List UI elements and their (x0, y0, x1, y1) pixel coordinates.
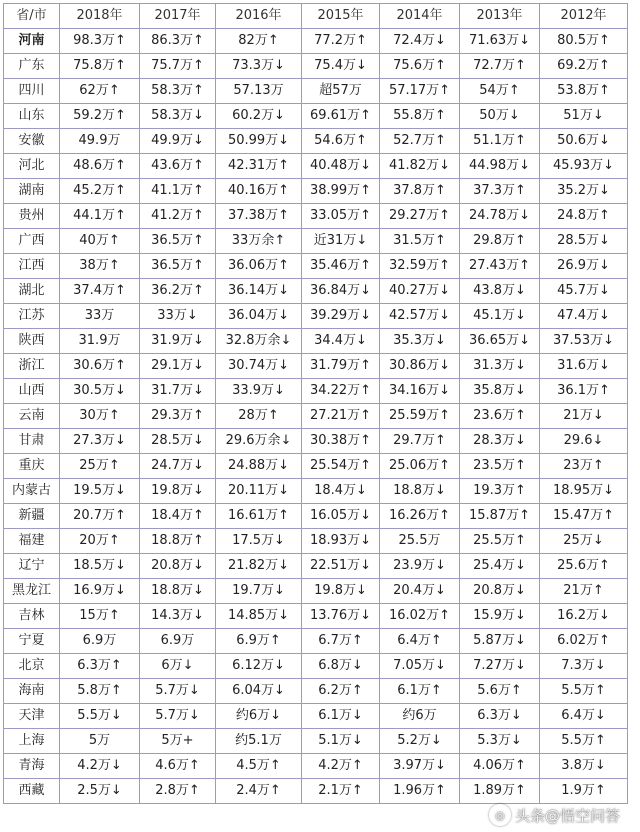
province-cell: 西藏 (4, 779, 60, 804)
applicant-count-cell: 19.8万↓ (302, 579, 380, 604)
applicant-count-cell: 71.63万↓ (460, 29, 540, 54)
province-cell: 山西 (4, 379, 60, 404)
applicant-count-cell: 55.8万↑ (380, 104, 460, 129)
applicant-count-cell: 19.7万↓ (216, 579, 302, 604)
applicant-count-cell: 36.14万↓ (216, 279, 302, 304)
applicant-count-cell: 58.3万↑ (140, 79, 216, 104)
table-row (4, 254, 628, 279)
applicant-count-cell: 37.53万↓ (540, 329, 628, 354)
applicant-count-cell: 15.47万↑ (540, 504, 628, 529)
applicant-count-cell: 37.38万↑ (216, 204, 302, 229)
applicant-count-cell: 18.93万↓ (302, 529, 380, 554)
table-row (4, 429, 628, 454)
applicant-count-cell: 29.7万↑ (380, 429, 460, 454)
applicant-count-cell: 5.87万↓ (460, 629, 540, 654)
applicant-count-cell: 53.8万↑ (540, 79, 628, 104)
table-row (4, 454, 628, 479)
applicant-count-cell: 37.3万↑ (460, 179, 540, 204)
applicant-count-cell: 69.2万↑ (540, 54, 628, 79)
applicant-count-cell: 20.7万↑ (60, 504, 140, 529)
applicant-count-cell: 1.9万↑ (540, 779, 628, 804)
applicant-count-cell: 4.06万↑ (460, 754, 540, 779)
applicant-count-cell: 6.3万↑ (60, 654, 140, 679)
applicant-count-cell: 4.5万↑ (216, 754, 302, 779)
applicant-count-cell: 18.4万↓ (302, 479, 380, 504)
applicant-count-cell: 21万↑ (540, 579, 628, 604)
applicant-count-cell: 45.93万↓ (540, 154, 628, 179)
applicant-count-cell: 33万余↑ (216, 229, 302, 254)
applicant-count-cell: 98.3万↑ (60, 29, 140, 54)
applicant-count-cell: 32.8万余↓ (216, 329, 302, 354)
applicant-count-cell: 37.8万↑ (380, 179, 460, 204)
applicant-count-cell: 6.7万↑ (302, 629, 380, 654)
applicant-count-cell: 24.7万↓ (140, 454, 216, 479)
header-year: 2012年 (540, 4, 628, 29)
applicant-count-cell: 23.9万↓ (380, 554, 460, 579)
province-cell: 黑龙江 (4, 579, 60, 604)
header-year: 2014年 (380, 4, 460, 29)
applicant-count-cell: 72.7万↑ (460, 54, 540, 79)
applicant-count-cell: 38万↑ (60, 254, 140, 279)
applicant-count-cell: 6.1万↓ (302, 704, 380, 729)
watermark (489, 804, 620, 826)
applicant-count-cell: 47.4万↓ (540, 304, 628, 329)
applicant-count-cell: 7.3万↓ (540, 654, 628, 679)
applicant-count-cell: 30.6万↑ (60, 354, 140, 379)
applicant-count-cell: 30.38万↑ (302, 429, 380, 454)
province-cell: 湖南 (4, 179, 60, 204)
province-cell: 新疆 (4, 504, 60, 529)
applicant-count-cell: 36.04万↓ (216, 304, 302, 329)
province-cell: 浙江 (4, 354, 60, 379)
table-row (4, 629, 628, 654)
applicant-count-cell: 20.11万↓ (216, 479, 302, 504)
applicant-count-cell: 38.99万↑ (302, 179, 380, 204)
applicant-count-cell: 18.5万↓ (60, 554, 140, 579)
applicant-count-cell: 36.1万↑ (540, 379, 628, 404)
applicant-count-cell: 41.1万↑ (140, 179, 216, 204)
applicant-count-cell: 6.8万↓ (302, 654, 380, 679)
applicant-count-cell: 6.9万 (140, 629, 216, 654)
applicant-count-cell: 30.5万↓ (60, 379, 140, 404)
applicant-count-cell: 5.7万↓ (140, 704, 216, 729)
applicant-count-cell: 2.1万↑ (302, 779, 380, 804)
applicant-count-cell: 24.88万↓ (216, 454, 302, 479)
applicant-count-cell: 31.5万↑ (380, 229, 460, 254)
applicant-count-cell: 4.6万↑ (140, 754, 216, 779)
province-cell: 北京 (4, 654, 60, 679)
applicant-count-cell: 75.6万↑ (380, 54, 460, 79)
applicant-count-cell: 42.57万↓ (380, 304, 460, 329)
applicant-count-cell: 54万↑ (460, 79, 540, 104)
exam-applicants-table (3, 3, 628, 804)
province-cell: 天津 (4, 704, 60, 729)
table-row (4, 529, 628, 554)
applicant-count-cell: 54.6万↑ (302, 129, 380, 154)
table-row (4, 704, 628, 729)
applicant-count-cell: 33万 (60, 304, 140, 329)
applicant-count-cell: 15.9万↓ (460, 604, 540, 629)
applicant-count-cell: 25.06万↑ (380, 454, 460, 479)
applicant-count-cell: 31.9万↓ (140, 329, 216, 354)
applicant-count-cell: 58.3万↓ (140, 104, 216, 129)
applicant-count-cell: 18.8万↓ (380, 479, 460, 504)
applicant-count-cell: 49.9万↓ (140, 129, 216, 154)
applicant-count-cell: 5.7万↓ (140, 679, 216, 704)
applicant-count-cell: 16.61万↑ (216, 504, 302, 529)
header-year: 2013年 (460, 4, 540, 29)
applicant-count-cell: 25.54万↑ (302, 454, 380, 479)
province-cell: 河南 (4, 29, 60, 54)
applicant-count-cell: 25.6万↑ (540, 554, 628, 579)
applicant-count-cell: 82万↑ (216, 29, 302, 54)
applicant-count-cell: 6.3万↓ (460, 704, 540, 729)
applicant-count-cell: 15万↑ (60, 604, 140, 629)
applicant-count-cell: 45.7万↓ (540, 279, 628, 304)
applicant-count-cell: 41.82万↓ (380, 154, 460, 179)
applicant-count-cell: 49.9万 (60, 129, 140, 154)
applicant-count-cell: 6.4万↓ (540, 704, 628, 729)
applicant-count-cell: 20.8万↓ (140, 554, 216, 579)
table-row (4, 54, 628, 79)
applicant-count-cell: 26.9万↓ (540, 254, 628, 279)
applicant-count-cell: 6.9万 (60, 629, 140, 654)
applicant-count-cell: 36.5万↑ (140, 254, 216, 279)
applicant-count-cell: 37.4万↑ (60, 279, 140, 304)
applicant-count-cell: 28万↑ (216, 404, 302, 429)
applicant-count-cell: 29.1万↓ (140, 354, 216, 379)
applicant-count-cell: 16.26万↑ (380, 504, 460, 529)
table-row (4, 229, 628, 254)
province-cell: 宁夏 (4, 629, 60, 654)
applicant-count-cell: 1.96万↑ (380, 779, 460, 804)
applicant-count-cell: 36.65万↓ (460, 329, 540, 354)
applicant-count-cell: 44.1万↑ (60, 204, 140, 229)
applicant-count-cell: 29.6万余↓ (216, 429, 302, 454)
province-cell: 河北 (4, 154, 60, 179)
applicant-count-cell: 30.74万↓ (216, 354, 302, 379)
applicant-count-cell: 35.8万↓ (460, 379, 540, 404)
applicant-count-cell: 29.27万↑ (380, 204, 460, 229)
table-row (4, 579, 628, 604)
applicant-count-cell: 41.2万↑ (140, 204, 216, 229)
applicant-count-cell: 5.5万↑ (540, 729, 628, 754)
applicant-count-cell: 32.59万↑ (380, 254, 460, 279)
applicant-count-cell: 16.05万↓ (302, 504, 380, 529)
applicant-count-cell: 18.8万↓ (140, 579, 216, 604)
applicant-count-cell: 31.7万↓ (140, 379, 216, 404)
table-row (4, 404, 628, 429)
applicant-count-cell: 45.2万↑ (60, 179, 140, 204)
applicant-count-cell: 20.4万↓ (380, 579, 460, 604)
applicant-count-cell: 25.59万↑ (380, 404, 460, 429)
table-row (4, 279, 628, 304)
applicant-count-cell: 超57万 (302, 79, 380, 104)
applicant-count-cell: 30.86万↓ (380, 354, 460, 379)
province-cell: 甘肃 (4, 429, 60, 454)
applicant-count-cell: 19.8万↓ (140, 479, 216, 504)
applicant-count-cell: 29.3万↑ (140, 404, 216, 429)
table-row (4, 104, 628, 129)
applicant-count-cell: 19.5万↓ (60, 479, 140, 504)
applicant-count-cell: 43.8万↓ (460, 279, 540, 304)
applicant-count-cell: 6.9万↑ (216, 629, 302, 654)
applicant-count-cell: 5.5万↓ (60, 704, 140, 729)
table-row (4, 154, 628, 179)
applicant-count-cell: 50.6万↓ (540, 129, 628, 154)
table-row (4, 729, 628, 754)
applicant-count-cell: 13.76万↓ (302, 604, 380, 629)
applicant-count-cell: 51.1万↑ (460, 129, 540, 154)
applicant-count-cell: 50.99万↓ (216, 129, 302, 154)
applicant-count-cell: 44.98万↓ (460, 154, 540, 179)
applicant-count-cell: 36.84万↓ (302, 279, 380, 304)
applicant-count-cell: 27.3万↓ (60, 429, 140, 454)
province-cell: 江苏 (4, 304, 60, 329)
table-row (4, 179, 628, 204)
watermark-text: 头条@悟空问答 (514, 806, 620, 825)
applicant-count-cell: 36.06万↑ (216, 254, 302, 279)
applicant-count-cell: 69.61万↑ (302, 104, 380, 129)
applicant-count-cell: 18.4万↑ (140, 504, 216, 529)
table-row (4, 504, 628, 529)
table-row (4, 304, 628, 329)
table-row (4, 379, 628, 404)
applicant-count-cell: 42.31万↑ (216, 154, 302, 179)
applicant-count-cell: 16.9万↓ (60, 579, 140, 604)
applicant-count-cell: 40.27万↓ (380, 279, 460, 304)
province-cell: 青海 (4, 754, 60, 779)
applicant-count-cell: 35.3万↓ (380, 329, 460, 354)
applicant-count-cell: 31.3万↓ (460, 354, 540, 379)
province-cell: 广西 (4, 229, 60, 254)
applicant-count-cell: 16.02万↑ (380, 604, 460, 629)
applicant-count-cell: 20万↑ (60, 529, 140, 554)
applicant-count-cell: 34.22万↑ (302, 379, 380, 404)
applicant-count-cell: 39.29万↓ (302, 304, 380, 329)
applicant-count-cell: 5万 (60, 729, 140, 754)
province-cell: 内蒙古 (4, 479, 60, 504)
applicant-count-cell: 36.5万↑ (140, 229, 216, 254)
header-year: 2017年 (140, 4, 216, 29)
applicant-count-cell: 6.12万↓ (216, 654, 302, 679)
applicant-count-cell: 6.04万↓ (216, 679, 302, 704)
applicant-count-cell: 35.46万↑ (302, 254, 380, 279)
province-cell: 山东 (4, 104, 60, 129)
applicant-count-cell: 22.51万↓ (302, 554, 380, 579)
applicant-count-cell: 近31万↓ (302, 229, 380, 254)
applicant-count-cell: 73.3万↓ (216, 54, 302, 79)
applicant-count-cell: 31.79万↑ (302, 354, 380, 379)
applicant-count-cell: 77.2万↑ (302, 29, 380, 54)
applicant-count-cell: 75.8万↑ (60, 54, 140, 79)
applicant-count-cell: 51万↓ (540, 104, 628, 129)
applicant-count-cell: 20.8万↓ (460, 579, 540, 604)
applicant-count-cell: 4.2万↓ (60, 754, 140, 779)
header-province: 省/市 (4, 4, 60, 29)
applicant-count-cell: 34.4万↓ (302, 329, 380, 354)
applicant-count-cell: 75.4万↓ (302, 54, 380, 79)
applicant-count-cell: 45.1万↓ (460, 304, 540, 329)
applicant-count-cell: 33万↓ (140, 304, 216, 329)
applicant-count-cell: 23.6万↑ (460, 404, 540, 429)
applicant-count-cell: 48.6万↑ (60, 154, 140, 179)
province-cell: 上海 (4, 729, 60, 754)
applicant-count-cell: 43.6万↑ (140, 154, 216, 179)
table-row (4, 754, 628, 779)
applicant-count-cell: 25.5万 (380, 529, 460, 554)
applicant-count-cell: 5万+ (140, 729, 216, 754)
applicant-count-cell: 5.5万↑ (540, 679, 628, 704)
applicant-count-cell: 75.7万↑ (140, 54, 216, 79)
province-cell: 安徽 (4, 129, 60, 154)
applicant-count-cell: 28.5万↓ (540, 229, 628, 254)
applicant-count-cell: 27.43万↑ (460, 254, 540, 279)
table-header-row (4, 4, 628, 29)
applicant-count-cell: 86.3万↑ (140, 29, 216, 54)
applicant-count-cell: 28.3万↓ (460, 429, 540, 454)
applicant-count-cell: 36.2万↑ (140, 279, 216, 304)
applicant-count-cell: 14.85万↓ (216, 604, 302, 629)
applicant-count-cell: 29.8万↑ (460, 229, 540, 254)
applicant-count-cell: 约6万 (380, 704, 460, 729)
applicant-count-cell: 23.5万↑ (460, 454, 540, 479)
applicant-count-cell: 3.8万↓ (540, 754, 628, 779)
applicant-count-cell: 2.5万↓ (60, 779, 140, 804)
applicant-count-cell: 62万↑ (60, 79, 140, 104)
province-cell: 广东 (4, 54, 60, 79)
applicant-count-cell: 40万↑ (60, 229, 140, 254)
applicant-count-cell: 52.7万↑ (380, 129, 460, 154)
applicant-count-cell: 59.2万↑ (60, 104, 140, 129)
table-row (4, 29, 628, 54)
province-cell: 贵州 (4, 204, 60, 229)
province-cell: 海南 (4, 679, 60, 704)
applicant-count-cell: 5.1万↓ (302, 729, 380, 754)
table-row (4, 554, 628, 579)
table-row (4, 79, 628, 104)
applicant-count-cell: 34.16万↓ (380, 379, 460, 404)
applicant-count-cell: 40.48万↓ (302, 154, 380, 179)
applicant-count-cell: 25万↑ (60, 454, 140, 479)
applicant-count-cell: 4.2万↑ (302, 754, 380, 779)
applicant-count-cell: 19.3万↑ (460, 479, 540, 504)
province-cell: 吉林 (4, 604, 60, 629)
applicant-count-cell: 24.78万↓ (460, 204, 540, 229)
applicant-count-cell: 2.4万↑ (216, 779, 302, 804)
applicant-count-cell: 29.6↓ (540, 429, 628, 454)
applicant-count-cell: 31.6万↓ (540, 354, 628, 379)
applicant-count-cell: 33.05万↑ (302, 204, 380, 229)
applicant-count-cell: 约5.1万 (216, 729, 302, 754)
applicant-count-cell: 6.4万↑ (380, 629, 460, 654)
applicant-count-cell: 25万↓ (540, 529, 628, 554)
applicant-count-cell: 6万↓ (140, 654, 216, 679)
applicant-count-cell: 3.97万↓ (380, 754, 460, 779)
table-row (4, 204, 628, 229)
table-row (4, 129, 628, 154)
toutiao-logo-icon: ◎ (489, 804, 511, 826)
header-year: 2016年 (216, 4, 302, 29)
applicant-count-cell: 约6万↓ (216, 704, 302, 729)
applicant-count-cell: 24.8万↑ (540, 204, 628, 229)
applicant-count-cell: 25.4万↓ (460, 554, 540, 579)
table-row (4, 354, 628, 379)
table-container (3, 3, 628, 804)
applicant-count-cell: 21万↓ (540, 404, 628, 429)
applicant-count-cell: 1.89万↑ (460, 779, 540, 804)
header-year: 2018年 (60, 4, 140, 29)
applicant-count-cell: 5.8万↑ (60, 679, 140, 704)
table-row (4, 329, 628, 354)
applicant-count-cell: 15.87万↑ (460, 504, 540, 529)
applicant-count-cell: 6.1万↑ (380, 679, 460, 704)
table-row (4, 679, 628, 704)
applicant-count-cell: 5.3万↓ (460, 729, 540, 754)
applicant-count-cell: 16.2万↓ (540, 604, 628, 629)
province-cell: 湖北 (4, 279, 60, 304)
applicant-count-cell: 50万↓ (460, 104, 540, 129)
applicant-count-cell: 5.6万↑ (460, 679, 540, 704)
header-year: 2015年 (302, 4, 380, 29)
province-cell: 四川 (4, 79, 60, 104)
applicant-count-cell: 14.3万↓ (140, 604, 216, 629)
applicant-count-cell: 18.8万↑ (140, 529, 216, 554)
table-row (4, 479, 628, 504)
applicant-count-cell: 28.5万↓ (140, 429, 216, 454)
applicant-count-cell: 60.2万↓ (216, 104, 302, 129)
applicant-count-cell: 35.2万↓ (540, 179, 628, 204)
applicant-count-cell: 31.9万 (60, 329, 140, 354)
table-row (4, 654, 628, 679)
table-row (4, 779, 628, 804)
applicant-count-cell: 40.16万↑ (216, 179, 302, 204)
applicant-count-cell: 25.5万↑ (460, 529, 540, 554)
applicant-count-cell: 33.9万↓ (216, 379, 302, 404)
applicant-count-cell: 57.13万 (216, 79, 302, 104)
province-cell: 江西 (4, 254, 60, 279)
applicant-count-cell: 17.5万↓ (216, 529, 302, 554)
applicant-count-cell: 7.05万↓ (380, 654, 460, 679)
province-cell: 陕西 (4, 329, 60, 354)
applicant-count-cell: 30万↑ (60, 404, 140, 429)
applicant-count-cell: 57.17万↑ (380, 79, 460, 104)
province-cell: 云南 (4, 404, 60, 429)
applicant-count-cell: 5.2万↓ (380, 729, 460, 754)
province-cell: 辽宁 (4, 554, 60, 579)
province-cell: 福建 (4, 529, 60, 554)
applicant-count-cell: 18.95万↓ (540, 479, 628, 504)
applicant-count-cell: 6.02万↑ (540, 629, 628, 654)
table-row (4, 604, 628, 629)
applicant-count-cell: 72.4万↓ (380, 29, 460, 54)
applicant-count-cell: 21.82万↓ (216, 554, 302, 579)
province-cell: 重庆 (4, 454, 60, 479)
applicant-count-cell: 7.27万↓ (460, 654, 540, 679)
applicant-count-cell: 2.8万↑ (140, 779, 216, 804)
applicant-count-cell: 27.21万↑ (302, 404, 380, 429)
applicant-count-cell: 6.2万↑ (302, 679, 380, 704)
applicant-count-cell: 80.5万↑ (540, 29, 628, 54)
applicant-count-cell: 23万↑ (540, 454, 628, 479)
